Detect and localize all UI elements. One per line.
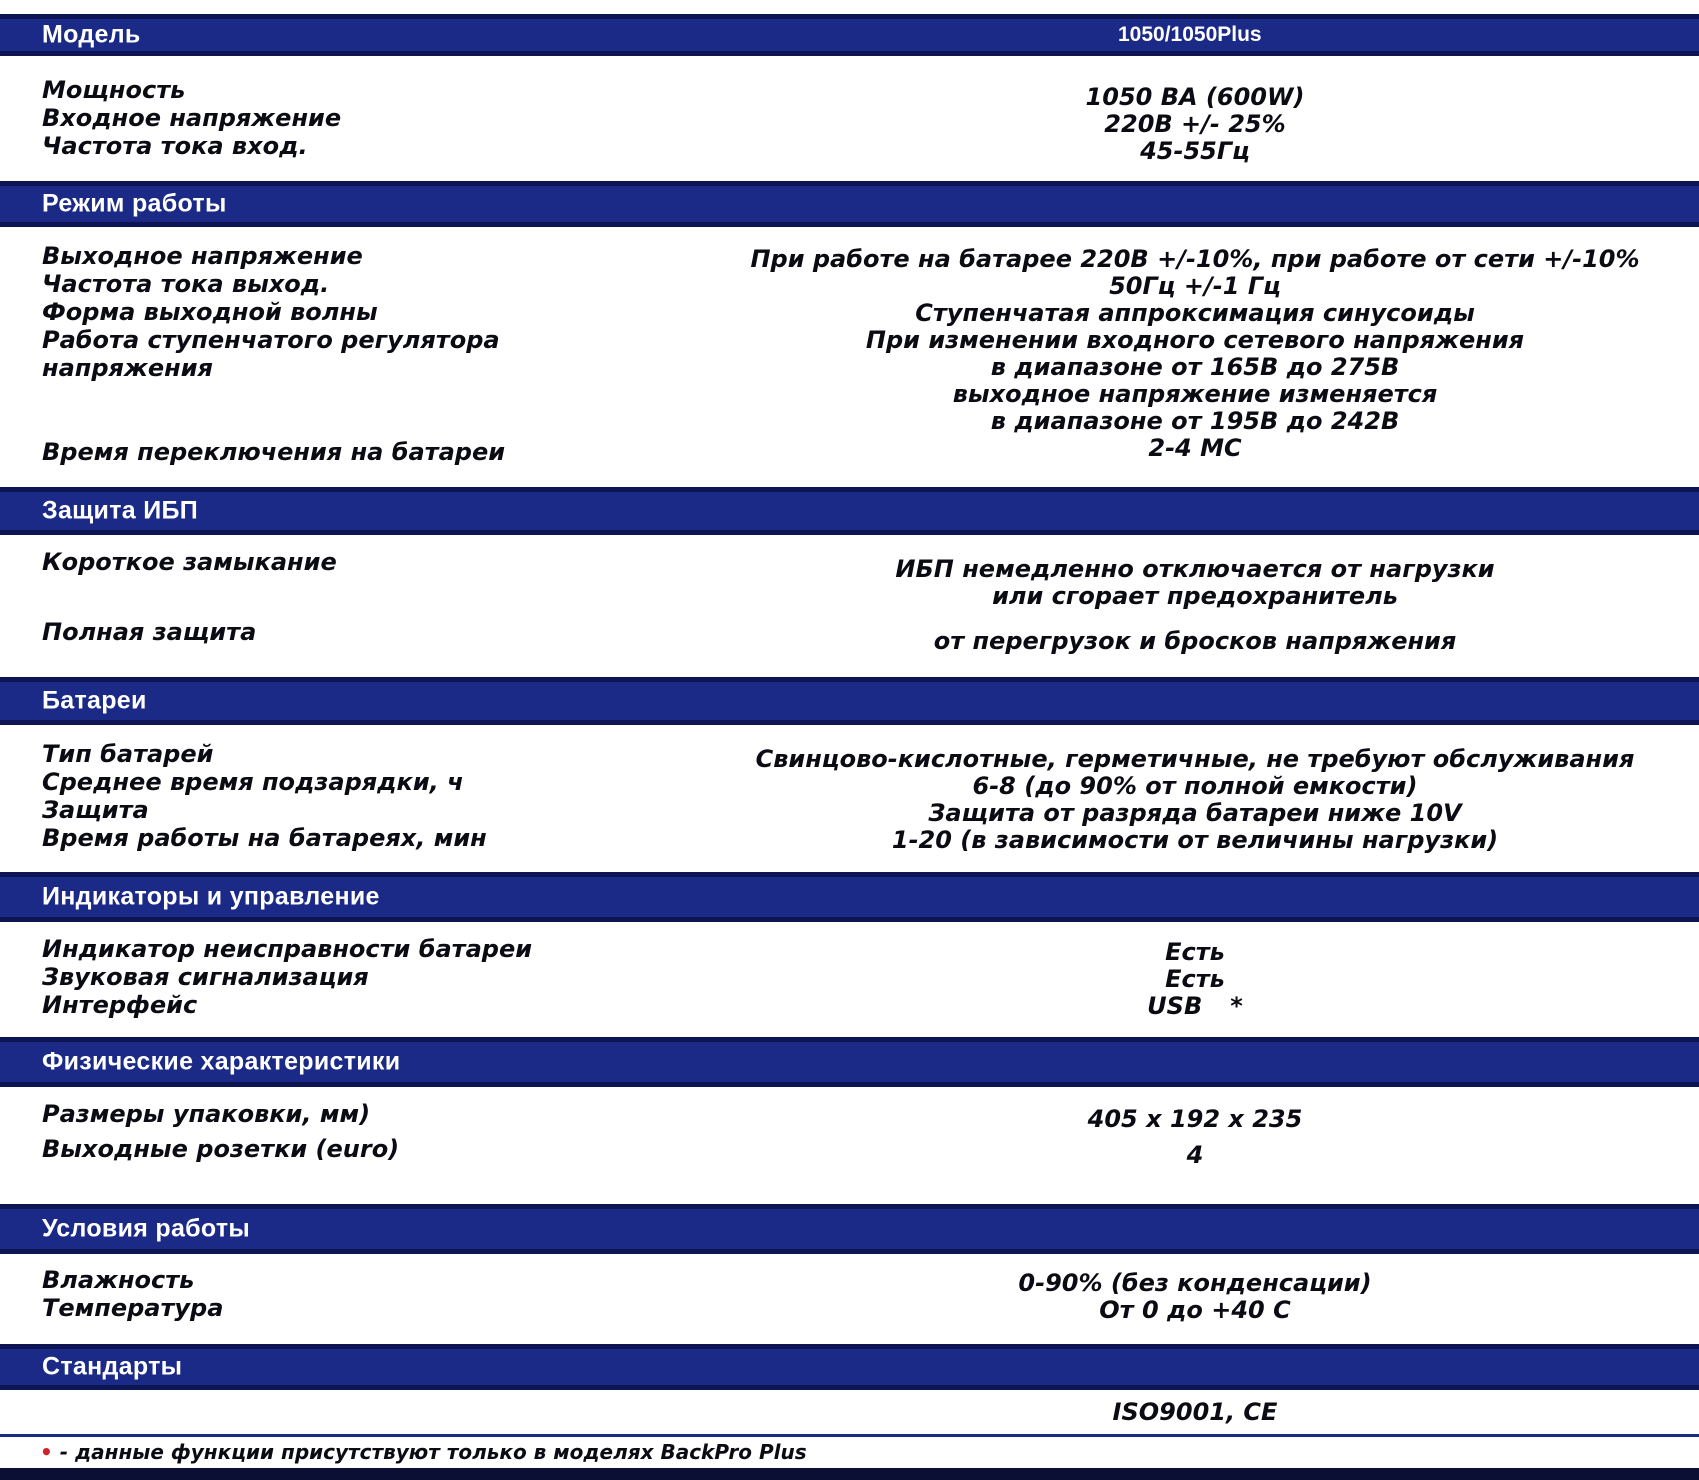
row-value: в диапазоне от 195В до 242В (990, 407, 1400, 435)
row-label: Входное напряжение (42, 104, 342, 132)
row-label: Выходные розетки (euro) (42, 1135, 400, 1163)
section-title: Индикаторы и управление (42, 882, 380, 911)
section-header-batteries (0, 677, 1699, 725)
row-label: Время переключения на батареи (42, 438, 506, 466)
section-header-operating-conditions (0, 1204, 1699, 1254)
row-value: выходное напряжение изменяется (952, 380, 1438, 408)
row-label: Влажность (42, 1266, 195, 1294)
row-label: Работа ступенчатого регулятора (42, 326, 500, 354)
row-values (620, 1399, 1699, 1426)
row-value: 220В +/- 25% (1104, 110, 1286, 138)
row-label: Выходное напряжение (42, 242, 363, 270)
row-value: 0-90% (без конденсации) (1018, 1269, 1372, 1297)
section-title: Защита ИБП (42, 496, 199, 525)
row-values (620, 556, 1699, 655)
row-value: 1-20 (в зависимости от величины нагрузки) (891, 826, 1499, 854)
section-title: Модель (42, 20, 141, 49)
row-value: 1050 ВА (600W) (1085, 83, 1305, 111)
row-label: напряжения (42, 354, 213, 382)
row-label: Тип батарей (42, 740, 214, 768)
footnote (40, 1440, 807, 1464)
row-values (620, 1270, 1699, 1324)
row-labels (42, 740, 487, 852)
section-title: Режим работы (42, 189, 227, 218)
row-label: Индикатор неисправности батареи (42, 935, 533, 963)
row-values (620, 746, 1699, 854)
section-header-operation-mode (0, 181, 1699, 227)
section-title: Стандарты (42, 1352, 183, 1381)
row-labels (42, 1266, 223, 1322)
row-labels (42, 76, 341, 160)
row-value: ISO9001, CE (1112, 1398, 1278, 1426)
section-title: Условия работы (42, 1214, 251, 1243)
row-labels (42, 242, 505, 466)
section-header-model (0, 14, 1699, 56)
row-label: Среднее время подзарядки, ч (42, 768, 464, 796)
interface-value: USB (1147, 992, 1203, 1020)
row-values (620, 1101, 1699, 1173)
row-labels (42, 1097, 399, 1167)
plus-only-marker: * (1230, 992, 1243, 1020)
row-values (620, 84, 1699, 165)
row-label: Интерфейс (42, 991, 198, 1019)
row-label: Мощность (42, 76, 186, 104)
bottom-decorative-strip (0, 1468, 1699, 1480)
row-label: Звуковая сигнализация (42, 963, 369, 991)
standards-divider (0, 1434, 1699, 1437)
row-value: 2-4 МС (1148, 434, 1242, 462)
row-value: От 0 до +40 С (1099, 1296, 1291, 1324)
row-value: При работе на батарее 220В +/-10%, при работе от сети +/-10% (750, 245, 1640, 273)
row-value: от перегрузок и бросков напряжения (933, 627, 1457, 655)
row-value: Свинцово-кислотные, герметичные, не требуют обслуживания (755, 745, 1635, 773)
row-value: 4 (1186, 1141, 1204, 1169)
row-label: Температура (42, 1294, 224, 1322)
section-title: Физические характеристики (42, 1047, 401, 1076)
row-values (620, 246, 1699, 462)
row-value: Есть (1165, 938, 1225, 966)
row-value: или сгорает предохранитель (992, 582, 1398, 610)
row-label: Короткое замыкание (42, 548, 337, 576)
row-label: Полная защита (42, 618, 257, 646)
model-value: 1050/1050Plus (1118, 23, 1262, 46)
row-value: Есть (1165, 965, 1225, 993)
row-label: Время работы на батареях, мин (42, 824, 487, 852)
row-label: Размеры упаковки, мм) (42, 1100, 371, 1128)
row-values (620, 939, 1699, 1020)
row-value: 45-55Гц (1140, 137, 1250, 165)
footnote-marker: • (40, 1440, 53, 1464)
row-label: Форма выходной волны (42, 298, 378, 326)
section-header-physical (0, 1037, 1699, 1087)
section-header-indicators (0, 872, 1699, 922)
row-label: Частота тока выход. (42, 270, 330, 298)
row-value-interface (620, 993, 1699, 1020)
row-value: При изменении входного сетевого напряжения (865, 326, 1525, 354)
row-label: Частота тока вход. (42, 132, 308, 160)
row-labels (42, 548, 337, 646)
row-labels (42, 935, 532, 1019)
row-value: в диапазоне от 165В до 275В (990, 353, 1400, 381)
footnote-text: - данные функции присутствуют только в моделях BackPro Plus (52, 1440, 807, 1464)
row-value: Ступенчатая аппроксимация синусоиды (915, 299, 1475, 327)
row-value: Защита от разряда батареи ниже 10V (928, 799, 1462, 827)
section-header-standards (0, 1344, 1699, 1390)
section-title: Батареи (42, 686, 147, 715)
row-label: Защита (42, 796, 149, 824)
row-value: 405 x 192 x 235 (1087, 1105, 1303, 1133)
row-value: ИБП немедленно отключается от нагрузки (895, 555, 1495, 583)
section-header-ups-protection (0, 487, 1699, 535)
row-value: 6-8 (до 90% от полной емкости) (972, 772, 1418, 800)
row-value: 50Гц +/-1 Гц (1109, 272, 1281, 300)
